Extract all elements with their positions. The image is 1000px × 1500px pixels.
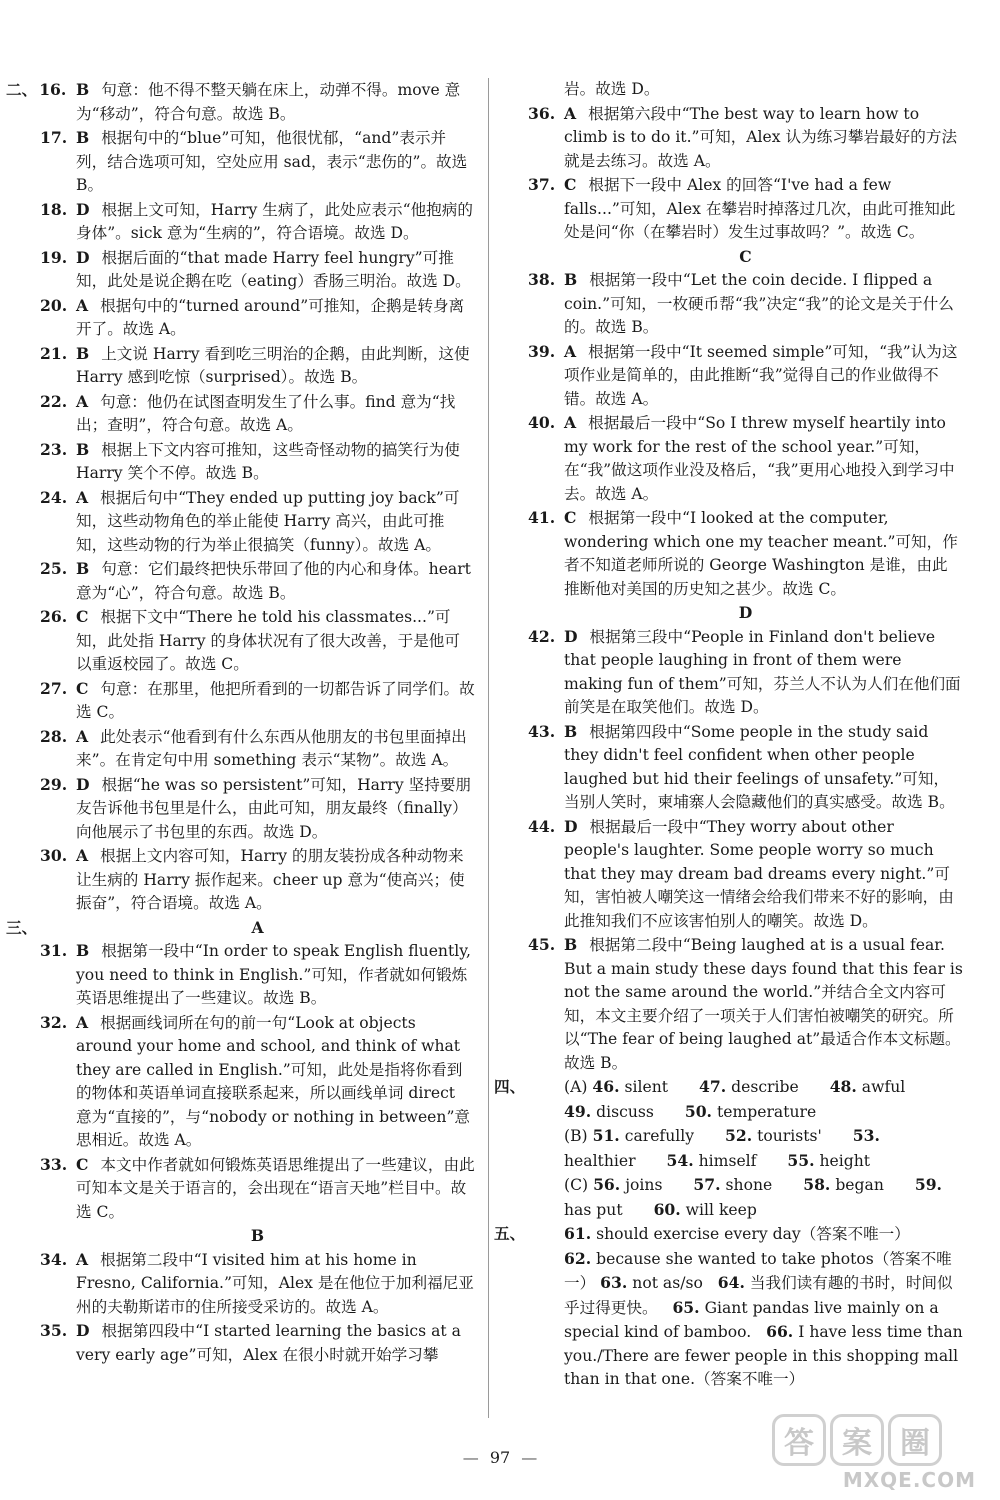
watermark-chars — [772, 1414, 982, 1466]
passage-heading: D — [738, 603, 753, 622]
explanation-text: 根据下文中“There he told his classmates...”可知，此处指 Harry 的身体状况有了很大改善，于是他可以重返校园了。故选 C。 — [76, 608, 460, 673]
passage-heading: C — [739, 246, 752, 266]
answer-item — [40, 773, 475, 845]
dash-left: — — [462, 1448, 479, 1467]
fill-word: discuss — [596, 1102, 654, 1121]
answer-item — [40, 1153, 475, 1225]
answer-letter: A — [564, 341, 577, 361]
fill-word: healthier — [564, 1151, 636, 1170]
question-number: 18. — [40, 199, 68, 219]
right-blocks — [528, 78, 963, 1075]
part-label: (B) — [564, 1127, 588, 1145]
question-number: 36. — [528, 103, 556, 123]
answer-letter: B — [76, 941, 90, 960]
answer-item — [40, 246, 475, 294]
section-label: 五、 — [494, 1224, 526, 1243]
answer-item — [40, 557, 475, 605]
answer-letter: A — [564, 103, 577, 123]
explanation-text: 根据第一段中“Let the coin decide. I flipped a coin.”可知，一枚硬币帮“我”决定“我”的论文是关于什么的。故选 B。 — [564, 271, 954, 336]
question-number: 45. — [528, 935, 556, 954]
answer-letter: B — [76, 343, 90, 363]
section-four — [494, 1075, 963, 1222]
fill-word: height — [819, 1151, 871, 1170]
answer-letter: C — [564, 508, 577, 527]
section-label: 二、 — [6, 80, 38, 99]
question-number: 65. — [672, 1297, 700, 1317]
answer-item — [40, 438, 475, 486]
question-number: 22. — [40, 391, 68, 411]
question-number: 46. — [592, 1077, 620, 1096]
answer-letter: B — [564, 721, 578, 741]
answer-letter: A — [76, 726, 89, 746]
explanation-text: 根据第四段中“I started learning the basics at a very early age”可知，Alex 在很小时就开始学习攀 — [76, 1322, 461, 1364]
answer-item — [40, 294, 475, 342]
answer-item — [40, 486, 475, 558]
explanation-text: 根据后句中“They ended up putting joy back”可知，这些动物角色的举止能使 Harry 高兴，由此可推知，这些动物的行为举止很搞笑（funny）。故选 A。 — [76, 488, 460, 554]
answer-item — [40, 844, 475, 916]
answer-letter: D — [564, 816, 578, 836]
fill-word: tourists' — [757, 1127, 822, 1145]
answer-text: Giant pandas live mainly on a special kind of bamboo. — [564, 1298, 939, 1341]
explanation-text: 根据最后一段中“So I threw myself heartily into my work for the rest of the school year.”可知，在“我”做这项作业没及格后，“我”更用心地投入到学习中去。故选 A。 — [564, 414, 955, 503]
question-number: 51. — [592, 1126, 620, 1145]
question-number: 56. — [593, 1175, 621, 1194]
question-number: 50. — [684, 1101, 712, 1121]
watermark-char: 圈 — [888, 1414, 942, 1466]
answer-item — [40, 390, 475, 438]
answer-letter: D — [76, 774, 90, 794]
question-number: 32. — [40, 1012, 68, 1032]
answer-text: not as/so — [632, 1274, 703, 1292]
question-number: 35. — [40, 1321, 68, 1340]
answer-item — [528, 625, 963, 720]
answer-text: 当我们读有趣的书时，时间似乎过得更快。 — [564, 1274, 953, 1317]
section-label: 四、 — [494, 1077, 526, 1096]
question-number: 34. — [40, 1249, 68, 1269]
answer-item — [6, 78, 475, 126]
answer-item — [528, 173, 963, 245]
fill-word: carefully — [624, 1127, 695, 1145]
explanation-text: 根据第一段中“I looked at the computer, wondering which one my teacher meant.”可知，作者不知道老师所说的 George Washington 是谁，由此推断他对美国的历史知之甚少。故选 C。 — [564, 509, 958, 598]
question-number: 63. — [600, 1273, 628, 1292]
answers-62-66 — [528, 1247, 963, 1392]
explanation-text: 根据第一段中“In order to speak English fluently, you need to think in English.”可知，作者就如何锻炼英语思维提出了一些建议。故选 B。 — [76, 942, 471, 1007]
fill-word: will keep — [685, 1200, 757, 1219]
explanation-text: 句意：他不得不整天躺在床上，动弹不得。move 意为“移动”，符合句意。故选 B。 — [76, 81, 461, 123]
explanation-text: 根据后面的“that made Harry feel hungry”可推知，此处是说企鹅在吃（eating）香肠三明治。故选 D。 — [76, 248, 471, 290]
section-label: 三、 — [6, 917, 38, 937]
answer-letter: B — [564, 270, 578, 289]
answer-61 — [494, 1222, 963, 1247]
question-number: 21. — [40, 343, 68, 363]
passage-heading: A — [251, 917, 264, 937]
question-number: 33. — [40, 1154, 68, 1174]
answer-letter: D — [76, 247, 90, 267]
question-number: 38. — [528, 270, 556, 289]
explanation-text: 根据上文内容可知，Harry 的朋友装扮成各种动物来让生病的 Harry 振作起来。cheer up 意为“使高兴；使振奋”，符合语境。故选 A。 — [76, 847, 465, 912]
question-number: 37. — [528, 175, 556, 194]
watermark-char: 案 — [830, 1414, 884, 1466]
section-four-c — [528, 1173, 963, 1222]
watermark-char: 答 — [772, 1414, 826, 1466]
question-number: 23. — [40, 439, 68, 459]
explanation-text: 根据第四段中“Some people in the study said they didn't feel confident when other people laughed but hid their feelings of unsafety.”可知，当别人笑时，柬埔寨人会隐藏他们的真实感受。故选 B。 — [564, 722, 955, 811]
explanation-text: 根据第二段中“Being laughed at is a usual fear. But a main study these days found that this fear is not the same around the world.”并结合全文内容可知，本文主要介绍了一项关于人们害怕被嘲笑的研究。所以“The fear of being laughed at”最适合作本文标题。故选 B。 — [564, 936, 963, 1072]
watermark-logo — [772, 1414, 982, 1492]
answer-text: should exercise every day（答案不唯一） — [596, 1225, 910, 1243]
explanation-text: 根据第二段中“I visited him at his home in Fresno, California.”可知，Alex 是在他位于加利福尼亚州的夫勒斯诺市的住所接受采访的。故选 A。 — [76, 1250, 474, 1316]
question-number: 53. — [852, 1126, 880, 1145]
explanation-text: 根据“he was so persistent”可知，Harry 坚持要朋友告诉他书包里是什么，由此可知，朋友最终（finally）向他展示了书包里的东西。故选 D。 — [76, 775, 472, 841]
question-number: 62. — [564, 1248, 592, 1268]
fill-answers — [564, 1176, 942, 1219]
right-column — [494, 78, 963, 1392]
answer-item — [40, 342, 475, 390]
dash-right: — — [521, 1448, 538, 1467]
question-number: 54. — [666, 1150, 694, 1170]
question-number: 19. — [40, 247, 68, 267]
question-number: 39. — [528, 341, 556, 361]
question-number: 40. — [528, 413, 556, 432]
answer-letter: A — [76, 295, 89, 315]
answer-letter: B — [76, 439, 90, 459]
explanation-text: 根据画线词所在句的前一句“Look at objects around your home and school, and think of what they are called in English.”可知，此处是指将你看到的物体和英语单词直接联系起来，所以画线单词 direct 意为“直接的”，与“nobody or nothing in between”意思相近。故选 A。 — [76, 1013, 471, 1149]
answer-letter: A — [564, 413, 577, 432]
answer-letter: C — [76, 607, 89, 626]
question-number: 16. — [39, 80, 67, 99]
answer-letter: D — [76, 1321, 90, 1340]
answer-letter: C — [564, 175, 577, 194]
explanation-text: 句意：在那里，他把所看到的一切都告诉了同学们。故选 C。 — [76, 679, 475, 721]
question-number: 20. — [40, 295, 68, 315]
answer-item — [40, 1248, 475, 1320]
answer-item — [40, 198, 475, 246]
answer-letter: D — [76, 199, 90, 219]
explanation-text: 句意：它们最终把快乐带回了他的内心和身体。heart 意为“心”，符合句意。故选 B。 — [76, 560, 471, 602]
explanation-text: 根据句中的“turned around”可推知，企鹅是转身离开了。故选 A。 — [76, 296, 465, 338]
answer-item — [40, 605, 475, 677]
question-number: 57. — [693, 1175, 721, 1194]
answer-item — [528, 268, 963, 340]
fill-answers — [564, 1127, 896, 1170]
left-column — [6, 78, 475, 1367]
question-number: 59. — [914, 1175, 942, 1194]
fill-word: describe — [731, 1078, 799, 1096]
answer-letter: B — [76, 559, 90, 578]
question-number: 25. — [40, 559, 68, 578]
answer-item — [528, 815, 963, 934]
answer-letter: A — [76, 1012, 89, 1032]
explanation-text: 根据下一段中 Alex 的回答“I've had a few falls...”可知，Alex 在攀岩时掉落过几次，由此可推知此处是问“你（在攀岩时）发生过事故吗？”。故选 C。 — [564, 176, 956, 241]
answer-text: I have less time than you./There are fewer people in this shopping mall than in that one.（答案不唯一） — [564, 1323, 963, 1388]
explanation-text: 此处表示“他看到有什么东西从他朋友的书包里面掉出来”。在肯定句中用 something 表示“某物”。故选 A。 — [76, 727, 467, 769]
continued-text: 岩。故选 D。 — [564, 80, 660, 98]
question-number: 43. — [528, 721, 556, 741]
fill-word: awful — [861, 1078, 906, 1096]
answer-letter: A — [76, 1249, 89, 1269]
answer-item — [40, 126, 475, 198]
explanation-text: 根据上文可知，Harry 生病了，此处应表示“他抱病的身体”。sick 意为“生病的”，符合语境。故选 D。 — [76, 200, 473, 242]
section-four-a — [494, 1075, 963, 1124]
question-number: 17. — [40, 128, 68, 147]
explanation-text: 根据第六段中“The best way to learn how to climb is to do it.”可知，Alex 认为练习攀岩最好的方法就是去练习。故选 A。 — [564, 104, 958, 170]
answer-item — [528, 720, 963, 815]
fill-word: joins — [625, 1176, 663, 1194]
explanation-text: 上文说 Harry 看到吃三明治的企鹅，由此判断，这使 Harry 感到吃惊（surprised）。故选 B。 — [76, 344, 470, 386]
explanation-text: 根据最后一段中“They worry about other people's laughter. Some people worry so much that they may dream bad dreams every night.”可知，害怕被人嘲笑这一情绪会给我们带来不好的影响，由此推知我们不应该害怕别人的嘲笑。故选 D。 — [564, 817, 954, 930]
answer-item — [40, 939, 475, 1011]
section-four-b — [528, 1124, 963, 1173]
section-five — [494, 1222, 963, 1392]
answer-item — [528, 340, 963, 412]
answer-item — [528, 102, 963, 174]
explanation-text: 本文中作者就如何锻炼英语思维提出了一些建议，由此可知本文是关于语言的，会出现在“语言天地”栏目中。故选 C。 — [76, 1155, 475, 1221]
question-number: 24. — [40, 487, 68, 507]
question-number: 28. — [40, 726, 68, 746]
question-number: 55. — [787, 1150, 815, 1170]
answer-letter: B — [76, 128, 90, 147]
answer-item — [528, 933, 963, 1075]
answer-item — [40, 725, 475, 773]
question-number: 30. — [40, 846, 68, 865]
explanation-text: 根据上下文内容可推知，这些奇怪动物的搞笑行为使 Harry 笑个不停。故选 B。 — [76, 440, 460, 482]
explanation-text: 根据第一段中“It seemed simple”可知，“我”认为这项作业是简单的，由此推断“我”觉得自己的作业做得不错。故选 A。 — [564, 342, 958, 408]
explanation-text: 句意：他仍在试图查明发生了什么事。find 意为“找出；查明”，符合句意。故选 A。 — [76, 392, 456, 434]
question-number: 52. — [725, 1126, 753, 1145]
part-label: (A) — [564, 1078, 588, 1096]
question-number: 27. — [40, 678, 68, 698]
answer-text: because she wanted to take photos（答案不唯一） — [564, 1249, 952, 1292]
answer-letter: C — [76, 678, 89, 698]
question-number: 60. — [653, 1199, 681, 1219]
fill-word: temperature — [716, 1102, 817, 1121]
answer-letter: C — [76, 1154, 89, 1174]
question-number: 47. — [699, 1077, 727, 1096]
answer-letter: D — [564, 626, 578, 646]
answer-letter: B — [564, 935, 578, 954]
fill-word: shone — [725, 1176, 773, 1194]
page-number-value: 97 — [489, 1448, 511, 1467]
question-number: 58. — [803, 1175, 831, 1194]
fill-answers — [564, 1078, 931, 1121]
answer-item — [528, 411, 963, 506]
answer-item — [40, 1319, 475, 1367]
fill-word: himself — [698, 1151, 757, 1170]
question-number: 66. — [766, 1322, 794, 1341]
column-divider — [488, 78, 489, 1418]
fill-word: has put — [564, 1200, 623, 1219]
fill-word: began — [835, 1176, 884, 1194]
fill-word: silent — [624, 1078, 669, 1096]
question-number: 48. — [829, 1077, 857, 1096]
explanation-text: 根据第三段中“People in Finland don't believe that people laughing in front of them were making fun of them”可知，芬兰人不认为人们在他们面前笑是在取笑他们。故选 D。 — [564, 627, 961, 716]
answer-item — [40, 1011, 475, 1153]
question-number: 61. — [564, 1224, 592, 1243]
watermark-url: MXQE.COM — [842, 1468, 976, 1492]
answer-letter: B — [76, 80, 90, 99]
passage-heading: B — [250, 1226, 265, 1245]
question-number: 31. — [40, 941, 68, 960]
part-label: (C) — [564, 1176, 589, 1194]
answer-letter: A — [76, 846, 89, 865]
question-number: 44. — [528, 816, 556, 836]
answer-item — [528, 506, 963, 601]
question-number: 29. — [40, 774, 68, 794]
question-number: 64. — [717, 1273, 745, 1292]
answer-item — [40, 677, 475, 725]
explanation-text: 根据句中的“blue”可知，他很忧郁，“and”表示并列，结合选项可知，空处应用 sad，表示“悲伤的”。故选 B。 — [76, 129, 468, 194]
answer-letter: A — [76, 487, 89, 507]
question-number: 42. — [528, 626, 556, 646]
question-number: 41. — [528, 508, 556, 527]
question-number: 49. — [564, 1101, 592, 1121]
question-number: 26. — [40, 607, 68, 626]
answer-letter: A — [76, 391, 89, 411]
